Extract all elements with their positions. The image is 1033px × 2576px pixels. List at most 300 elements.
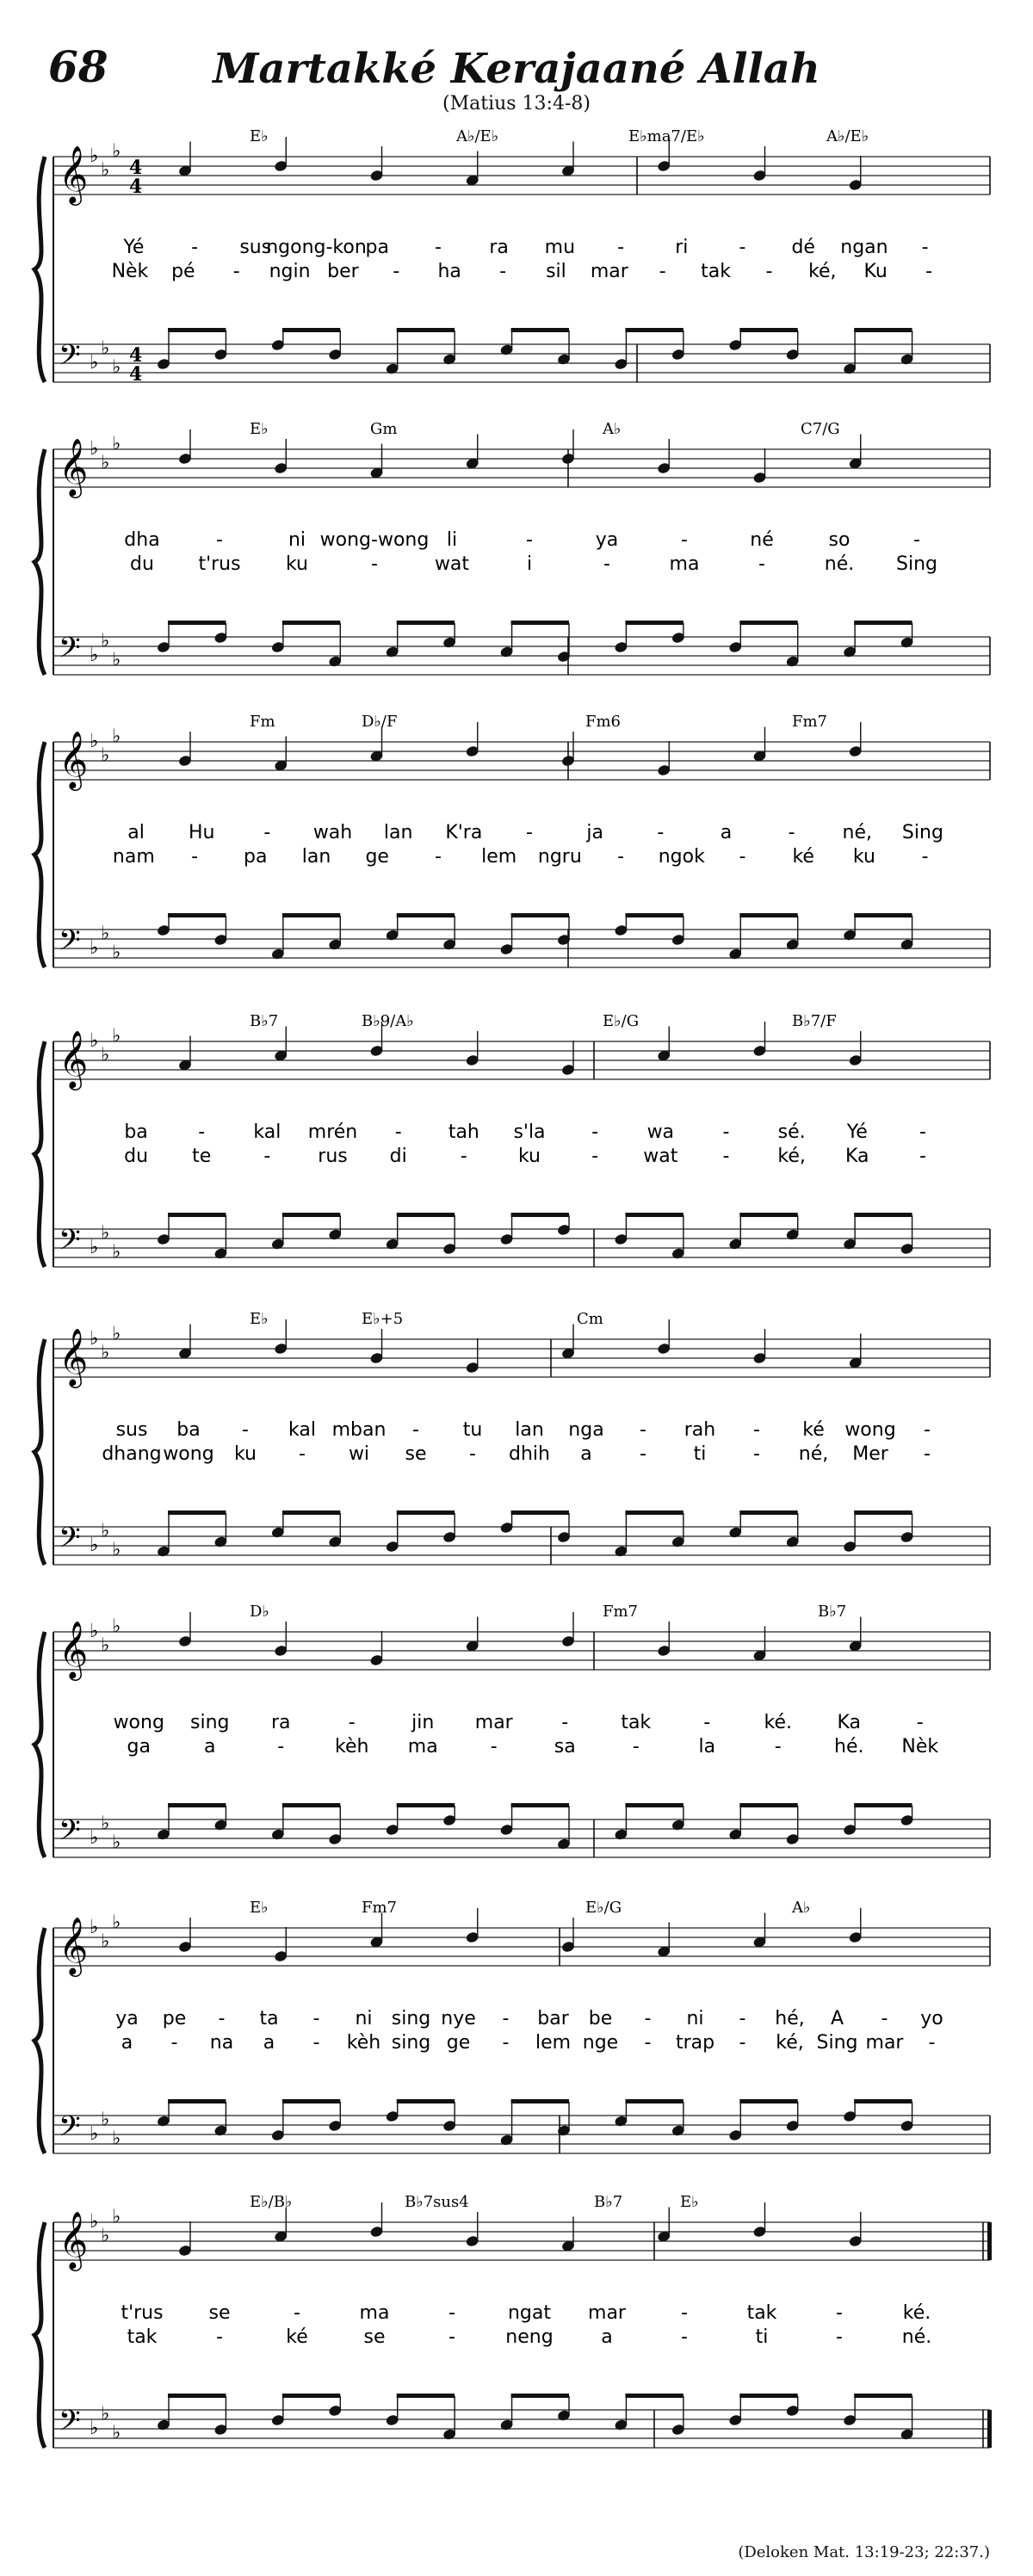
system-5-verse-2-syllable: - [640, 1443, 646, 1465]
system-4-verse-1-syllable: - [919, 1121, 926, 1143]
system-6-treble-key-flat: ♭ [112, 1615, 121, 1638]
system-1-verse-1-syllable: ra [489, 237, 509, 258]
system-2-verse-1-syllable: - [216, 529, 223, 551]
system-1-verse-2-syllable: mar [590, 261, 628, 282]
system-5-verse-1-syllable: - [640, 1419, 646, 1441]
system-2-verse-1-syllable: dha [124, 529, 160, 551]
system-5-treble-clef: 𝄞 [59, 1327, 89, 1386]
system-7-chord-symbol: E♭ [250, 1899, 269, 1917]
system-6-treble-key-flat: ♭ [90, 1621, 99, 1642]
system-4-verse-2-syllable: - [263, 1146, 271, 1167]
system-2-verse-1-syllable: ya [595, 529, 619, 551]
system-3-beam [739, 913, 797, 917]
system-4-chord-symbol: B♭9/A♭ [362, 1012, 414, 1030]
scripture-reference: (Matius 13:4-8) [442, 93, 591, 114]
system-7-verse-1-syllable: A [830, 2008, 844, 2029]
system-5-verse-2-syllable: a [580, 1443, 592, 1465]
system-8-verse-1-syllable: - [294, 2302, 300, 2324]
system-3-verse-2-syllable: ngok [658, 846, 705, 868]
system-4-verse-2-syllable: - [722, 1146, 730, 1167]
system-8-verse-2-syllable: tak [127, 2326, 158, 2348]
system-7-verse-2-syllable: sing [391, 2032, 431, 2054]
system-1-chord-symbol: E♭ma7/E♭ [628, 127, 705, 145]
system-3-chord-symbol: Fm7 [792, 713, 828, 731]
system-4-treble-key-flat: ♭ [90, 1030, 99, 1052]
system-4-verse-2-syllable: te [192, 1146, 212, 1167]
system-5-verse-1-syllable: lan [515, 1419, 544, 1441]
system-4-bass-key-flat: ♭ [112, 1241, 121, 1263]
system-5-verse-1-syllable: - [242, 1419, 249, 1441]
system-8-verse-1-syllable: mar [588, 2302, 626, 2324]
system-6-verse-1-syllable: sing [190, 1712, 230, 1733]
system-1-verse-1-syllable: ngan [840, 237, 888, 258]
system-5-verse-2-syllable: - [469, 1443, 476, 1465]
system-6-verse-1-syllable: Ka [837, 1712, 862, 1733]
system-5-verse-2-syllable: - [924, 1443, 931, 1465]
system-1-treble-key-flat: ♭ [101, 159, 110, 182]
system-2-bass-key-flat: ♭ [90, 645, 99, 666]
system-6-verse-1-syllable: wong [113, 1712, 164, 1733]
system-7-verse-2-syllable: a [121, 2032, 133, 2054]
system-1-verse-2-syllable: sil [546, 261, 566, 282]
system-7-verse-1-syllable: - [312, 2008, 320, 2029]
system-7-verse-1-syllable: - [218, 2008, 226, 2029]
system-1-verse-2-syllable: ha [437, 261, 461, 282]
system-5-verse-2-syllable: dhang [102, 1443, 162, 1465]
system-7-verse-1-syllable: pe [162, 2008, 187, 2029]
system-7-beam [739, 2099, 797, 2103]
system-4-bass-key-flat: ♭ [90, 1237, 99, 1258]
system-6-verse-2-syllable: - [490, 1736, 498, 1757]
system-1-verse-1-syllable: - [191, 237, 199, 258]
system-1-beam [397, 328, 455, 332]
system-2-chord-symbol: C7/G [801, 420, 840, 438]
system-7-verse-1-syllable: - [881, 2008, 888, 2029]
system-3-bass-key-flat: ♭ [112, 942, 121, 964]
system-7-verse-2-syllable: a [263, 2032, 275, 2054]
system-5-chord-symbol: E♭ [250, 1310, 269, 1328]
system-2-verse-2-syllable: ku [285, 553, 309, 575]
system-3-beam [511, 913, 569, 917]
system-2-beam [397, 621, 455, 625]
system-8-verse-1-syllable: ké. [902, 2302, 931, 2324]
system-8-verse-1-syllable: - [836, 2302, 843, 2324]
system-6-verse-2-syllable: a [204, 1736, 216, 1757]
system-1-verse-1-syllable: - [921, 237, 929, 258]
system-8-bass-key-flat: ♭ [112, 2422, 121, 2444]
system-1-beam [739, 328, 797, 332]
system-8-verse-1-syllable: se [208, 2302, 231, 2324]
hymn-number: 68 [48, 41, 108, 92]
system-8-verse-2-syllable: a [601, 2326, 613, 2348]
system-3-beam [397, 913, 455, 917]
system-1-verse-2-syllable: - [765, 261, 773, 282]
system-4-verse-1-syllable: tah [448, 1121, 479, 1143]
system-3-bass-clef: 𝄢 [59, 924, 81, 964]
system-8-treble-clef: 𝄞 [59, 2210, 89, 2269]
system-3-beam [282, 913, 340, 917]
system-8-verse-2-syllable: - [448, 2326, 455, 2348]
system-7-verse-2-syllable: - [739, 2032, 746, 2054]
system-3-treble-key-flat: ♭ [101, 744, 110, 767]
system-7-verse-2-syllable: - [502, 2032, 510, 2054]
system-6-brace [34, 1632, 45, 1857]
system-8-verse-2-syllable: neng [505, 2326, 554, 2348]
system-7-treble-key-flat: ♭ [112, 1912, 121, 1934]
system-5-treble-key-flat: ♭ [101, 1342, 110, 1364]
system-3-verse-1-syllable: - [657, 822, 665, 843]
system-3-treble-key-flat: ♭ [90, 731, 99, 752]
system-6-beam [282, 1803, 340, 1807]
system-3-verse-2-syllable: ge [365, 846, 389, 868]
system-1-verse-1-syllable: - [434, 237, 442, 258]
system-4-chord-symbol: E♭/G [603, 1012, 640, 1030]
system-4-verse-2-syllable: - [460, 1146, 467, 1167]
system-5-beam [625, 1510, 683, 1515]
system-5-verse-1-syllable: ba [176, 1419, 201, 1441]
system-2-treble-key-flat: ♭ [101, 452, 110, 474]
system-6-verse-1-syllable: jin [411, 1712, 435, 1733]
system-1-verse-2-syllable: - [499, 261, 507, 282]
system-7-brace [34, 1928, 45, 2153]
system-7-beam [397, 2099, 455, 2103]
system-8-treble-key-flat: ♭ [101, 2225, 110, 2247]
system-8-verse-2-syllable: - [216, 2326, 223, 2348]
system-5-verse-2-syllable: Mer [852, 1443, 888, 1465]
system-1-bass-clef: 𝄢 [59, 339, 81, 379]
system-2-beam [282, 621, 340, 625]
system-3-verse-1-syllable: - [263, 822, 271, 843]
system-6-verse-2-syllable: ga [127, 1736, 151, 1757]
system-7-verse-1-syllable: ni [355, 2008, 373, 2029]
system-7-verse-2-syllable: - [644, 2032, 652, 2054]
system-4-verse-2-syllable: Ka [845, 1146, 869, 1167]
system-5-verse-2-syllable: wi [348, 1443, 370, 1465]
system-5-verse-1-syllable: - [412, 1419, 419, 1441]
system-5-bass-key-flat: ♭ [90, 1535, 99, 1556]
system-4-verse-2-syllable: rus [318, 1146, 348, 1167]
system-6-verse-2-syllable: Nèk [901, 1736, 939, 1757]
system-4-beam [168, 1213, 226, 1217]
system-1-beam [511, 328, 569, 332]
system-2-beam [739, 621, 797, 625]
system-3-beam [625, 913, 683, 917]
system-3-verse-2-syllable: nam [112, 846, 155, 868]
system-6-verse-1-syllable: - [348, 1712, 356, 1733]
system-6-verse-2-syllable: kèh [335, 1736, 369, 1757]
system-6-verse-2-syllable: - [774, 1736, 782, 1757]
system-4-verse-1-syllable: Yé [846, 1121, 868, 1143]
system-5-verse-1-syllable: ké [802, 1419, 825, 1441]
system-3-chord-symbol: Fm [250, 713, 275, 731]
system-8-verse-1-syllable: ma [359, 2302, 390, 2324]
system-3-chord-symbol: Fm6 [585, 713, 622, 731]
system-4-beam [854, 1213, 912, 1217]
system-1-verse-1-syllable: mu [544, 237, 576, 258]
system-8-chord-symbol: E♭/B♭ [250, 2193, 293, 2211]
final-barline-thick [987, 2410, 992, 2448]
system-1-chord-symbol: E♭ [250, 127, 269, 145]
system-5-chord-symbol: Cm [577, 1310, 603, 1328]
system-1-treble-clef: 𝄞 [59, 145, 89, 203]
system-8-chord-symbol: E♭ [680, 2193, 699, 2211]
system-2-verse-2-syllable: du [130, 553, 154, 575]
system-3-verse-1-syllable: Sing [901, 822, 943, 843]
system-4-bass-key-flat: ♭ [101, 1222, 110, 1245]
system-5-beam [854, 1510, 912, 1515]
system-3-treble-clef: 𝄞 [59, 730, 89, 788]
system-4-beam [625, 1213, 683, 1217]
system-5-bass-clef: 𝄢 [59, 1522, 81, 1561]
system-6-treble-key-flat: ♭ [101, 1634, 110, 1657]
system-6-verse-1-syllable: - [561, 1712, 569, 1733]
system-7-verse-2-syllable: - [928, 2032, 936, 2054]
final-barline-thick [987, 2222, 992, 2260]
system-2-verse-2-syllable: - [758, 553, 765, 575]
system-5-verse-1-syllable: sus [115, 1419, 148, 1441]
system-4-beam [739, 1213, 797, 1217]
system-2-bass-key-flat: ♭ [101, 630, 110, 652]
system-8-verse-2-syllable: - [836, 2326, 843, 2348]
system-6-beam [511, 1803, 569, 1807]
system-5-verse-1-syllable: nga [568, 1419, 604, 1441]
system-6-verse-1-syllable: - [916, 1712, 924, 1733]
system-4-verse-1-syllable: - [722, 1121, 730, 1143]
system-7-verse-2-syllable: ké, [776, 2032, 804, 2054]
system-5-verse-2-syllable: né, [798, 1443, 829, 1465]
system-7-bass-key-flat: ♭ [90, 2123, 99, 2145]
system-7-verse-2-syllable: nge [582, 2032, 619, 2054]
system-4-treble-key-flat: ♭ [101, 1044, 110, 1066]
system-2-brace [34, 449, 45, 675]
system-2-verse-1-syllable: li [446, 529, 458, 551]
system-8-verse-2-syllable: ké [286, 2326, 308, 2348]
system-3-verse-1-syllable: ja [586, 822, 603, 843]
system-8-verse-1-syllable: - [448, 2302, 455, 2324]
system-6-chord-symbol: Fm7 [603, 1603, 639, 1621]
system-3-verse-2-syllable: ké [792, 846, 814, 868]
system-4-beam [282, 1213, 340, 1217]
system-1-verse-1-syllable: Yé [123, 237, 145, 258]
system-1-verse-1-syllable: - [617, 237, 625, 258]
system-6-verse-2-syllable: ma [407, 1736, 438, 1757]
system-7-verse-1-syllable: bar [537, 2008, 569, 2029]
system-3-verse-1-syllable: K'ra [445, 822, 483, 843]
time-signature-bottom: 4 [129, 176, 143, 198]
system-5-verse-1-syllable: mban [331, 1419, 387, 1441]
system-7-chord-symbol: E♭/G [585, 1899, 622, 1917]
system-5-brace [34, 1339, 45, 1565]
system-3-treble-key-flat: ♭ [112, 726, 121, 748]
system-8-brace [34, 2222, 45, 2448]
system-5-verse-1-syllable: - [924, 1419, 931, 1441]
system-1-verse-2-syllable: ber [327, 261, 359, 282]
system-5-verse-1-syllable: kal [288, 1419, 316, 1441]
system-3-verse-2-syllable: - [739, 846, 746, 868]
system-1-verse-2-syllable: - [925, 261, 933, 282]
system-7-verse-2-syllable: Sing [816, 2032, 858, 2054]
system-1-verse-1-syllable: sus [239, 237, 272, 258]
system-6-beam [739, 1803, 797, 1807]
system-2-verse-2-syllable: t'rus [198, 553, 241, 575]
system-7-treble-key-flat: ♭ [101, 1930, 110, 1953]
system-7-verse-1-syllable: ta [259, 2008, 279, 2029]
system-7-verse-2-syllable: mar [865, 2032, 904, 2054]
system-1-verse-2-syllable: ké, [808, 261, 837, 282]
system-5-chord-symbol: E♭+5 [362, 1310, 404, 1328]
system-6-verse-2-syllable: hé. [834, 1736, 864, 1757]
system-4-verse-2-syllable: du [124, 1146, 149, 1167]
system-1-verse-1-syllable: ngong-kon [266, 237, 367, 258]
system-5-verse-2-syllable: - [753, 1443, 760, 1465]
system-7-verse-2-syllable: trap [675, 2032, 715, 2054]
system-6-beam [397, 1803, 455, 1807]
system-7-treble-key-flat: ♭ [90, 1917, 99, 1938]
system-7-verse-1-syllable: - [644, 2008, 652, 2029]
system-5-beam [168, 1510, 226, 1515]
system-8-verse-1-syllable: ngat [507, 2302, 552, 2324]
system-6-bass-clef: 𝄢 [59, 1814, 81, 1854]
system-3-verse-2-syllable: lem [481, 846, 517, 868]
system-2-verse-2-syllable: Sing [896, 553, 937, 575]
system-2-verse-2-syllable: - [603, 553, 610, 575]
system-7-beam [168, 2099, 226, 2103]
system-4-verse-2-syllable: ké, [777, 1146, 806, 1167]
system-2-bass-clef: 𝄢 [59, 632, 81, 671]
system-4-beam [511, 1213, 569, 1217]
system-5-verse-2-syllable: - [299, 1443, 306, 1465]
system-4-treble-key-flat: ♭ [112, 1025, 121, 1047]
footer-reference: (Deloken Mat. 13:19-23; 22:37.) [738, 2543, 990, 2561]
system-3-verse-2-syllable: - [617, 846, 625, 868]
system-2-bass-key-flat: ♭ [112, 649, 121, 671]
system-2-verse-2-syllable: i [526, 553, 533, 575]
system-1-verse-1-syllable: pa [365, 237, 389, 258]
system-4-verse-2-syllable: - [919, 1146, 926, 1167]
system-5-verse-2-syllable: wong [163, 1443, 214, 1465]
system-2-beam [168, 621, 226, 625]
system-1-beam [168, 328, 226, 332]
system-8-beam [625, 2394, 683, 2398]
system-6-bass-key-flat: ♭ [90, 1827, 99, 1849]
system-3-verse-2-syllable: - [434, 846, 442, 868]
system-2-verse-2-syllable: né. [824, 553, 855, 575]
system-3-verse-1-syllable: al [127, 822, 145, 843]
system-5-treble-key-flat: ♭ [112, 1323, 121, 1345]
system-8-treble-key-flat: ♭ [112, 2206, 121, 2228]
system-8-verse-2-syllable: né. [901, 2326, 932, 2348]
system-1-verse-2-syllable: tak [701, 261, 731, 282]
system-1-verse-2-syllable: - [659, 261, 666, 282]
system-6-bass-key-flat: ♭ [101, 1813, 110, 1835]
system-5-beam [739, 1510, 797, 1515]
time-signature-bottom: 4 [129, 363, 143, 386]
system-7-bass-key-flat: ♭ [112, 2128, 121, 2150]
system-8-verse-2-syllable: - [681, 2326, 688, 2348]
system-1-bass-key-flat: ♭ [112, 356, 121, 379]
system-7-beam [854, 2099, 912, 2103]
system-8-beam [511, 2394, 569, 2398]
system-5-verse-2-syllable: se [405, 1443, 427, 1465]
system-6-beam [854, 1803, 912, 1807]
system-4-treble-clef: 𝄞 [59, 1029, 89, 1088]
system-7-chord-symbol: Fm7 [362, 1899, 398, 1917]
system-7-beam [511, 2099, 569, 2103]
system-8-treble-key-flat: ♭ [90, 2211, 99, 2233]
system-7-verse-2-syllable: na [209, 2032, 234, 2054]
system-6-verse-1-syllable: tak [621, 1712, 652, 1733]
system-3-bass-key-flat: ♭ [101, 923, 110, 945]
system-4-chord-symbol: B♭7 [250, 1012, 279, 1030]
system-4-verse-2-syllable: di [389, 1146, 407, 1167]
system-2-verse-1-syllable: - [681, 529, 688, 551]
system-1-verse-1-syllable: ri [675, 237, 689, 258]
system-3-verse-1-syllable: - [526, 822, 533, 843]
system-6-treble-clef: 𝄞 [59, 1620, 89, 1678]
system-8-verse-2-syllable: ti [755, 2326, 769, 2348]
system-5-verse-2-syllable: dhih [509, 1443, 550, 1465]
system-7-verse-1-syllable: - [739, 2008, 746, 2029]
system-3-verse-1-syllable: a [720, 822, 733, 843]
system-7-verse-2-syllable: ge [446, 2032, 471, 2054]
system-3-verse-2-syllable: - [921, 846, 929, 868]
system-5-bass-key-flat: ♭ [112, 1539, 121, 1561]
system-8-bass-key-flat: ♭ [90, 2418, 99, 2439]
system-5-treble-key-flat: ♭ [90, 1328, 99, 1350]
system-3-beam [854, 913, 912, 917]
system-8-beam [739, 2394, 797, 2398]
system-1-treble-key-flat: ♭ [112, 140, 121, 163]
time-signature-top: 4 [129, 344, 143, 367]
system-1-verse-1-syllable: - [739, 237, 746, 258]
system-1-beam [282, 328, 340, 332]
system-2-treble-key-flat: ♭ [112, 433, 121, 455]
system-3-brace [34, 742, 45, 967]
system-2-chord-symbol: E♭ [250, 420, 269, 438]
system-2-verse-2-syllable: ma [669, 553, 700, 575]
system-3-verse-2-syllable: - [191, 846, 199, 868]
system-7-bass-clef: 𝄢 [59, 2110, 81, 2150]
system-8-verse-2-syllable: se [363, 2326, 386, 2348]
system-6-chord-symbol: D♭ [250, 1603, 269, 1621]
system-5-beam [397, 1510, 455, 1515]
system-5-bass-key-flat: ♭ [101, 1520, 110, 1542]
system-5-verse-1-syllable: - [753, 1419, 760, 1441]
system-8-chord-symbol: B♭7sus4 [405, 2193, 469, 2211]
system-7-bass-key-flat: ♭ [101, 2109, 110, 2131]
system-8-verse-1-syllable: tak [746, 2302, 777, 2324]
system-7-verse-1-syllable: ya [115, 2008, 139, 2029]
system-7-verse-1-syllable: hé, [775, 2008, 805, 2029]
system-2-verse-2-syllable: - [371, 553, 378, 575]
system-1-bass-key-flat: ♭ [90, 352, 99, 374]
system-8-verse-1-syllable: t'rus [121, 2302, 164, 2324]
system-2-treble-key-flat: ♭ [90, 438, 99, 460]
system-4-verse-1-syllable: s'la [513, 1121, 546, 1143]
system-5-beam [282, 1510, 340, 1515]
system-8-verse-1-syllable: - [681, 2302, 688, 2324]
system-4-verse-1-syllable: ba [124, 1121, 148, 1143]
system-1-verse-2-syllable: pé [171, 261, 195, 282]
system-4-verse-2-syllable: wat [643, 1146, 678, 1167]
system-7-verse-2-syllable: - [170, 2032, 178, 2054]
system-4-verse-1-syllable: - [591, 1121, 599, 1143]
system-3-verse-1-syllable: wah [312, 822, 353, 843]
system-4-beam [397, 1213, 455, 1217]
system-6-verse-1-syllable: mar [474, 1712, 513, 1733]
system-7-treble-clef: 𝄞 [59, 1916, 89, 1974]
system-8-beam [397, 2394, 455, 2398]
